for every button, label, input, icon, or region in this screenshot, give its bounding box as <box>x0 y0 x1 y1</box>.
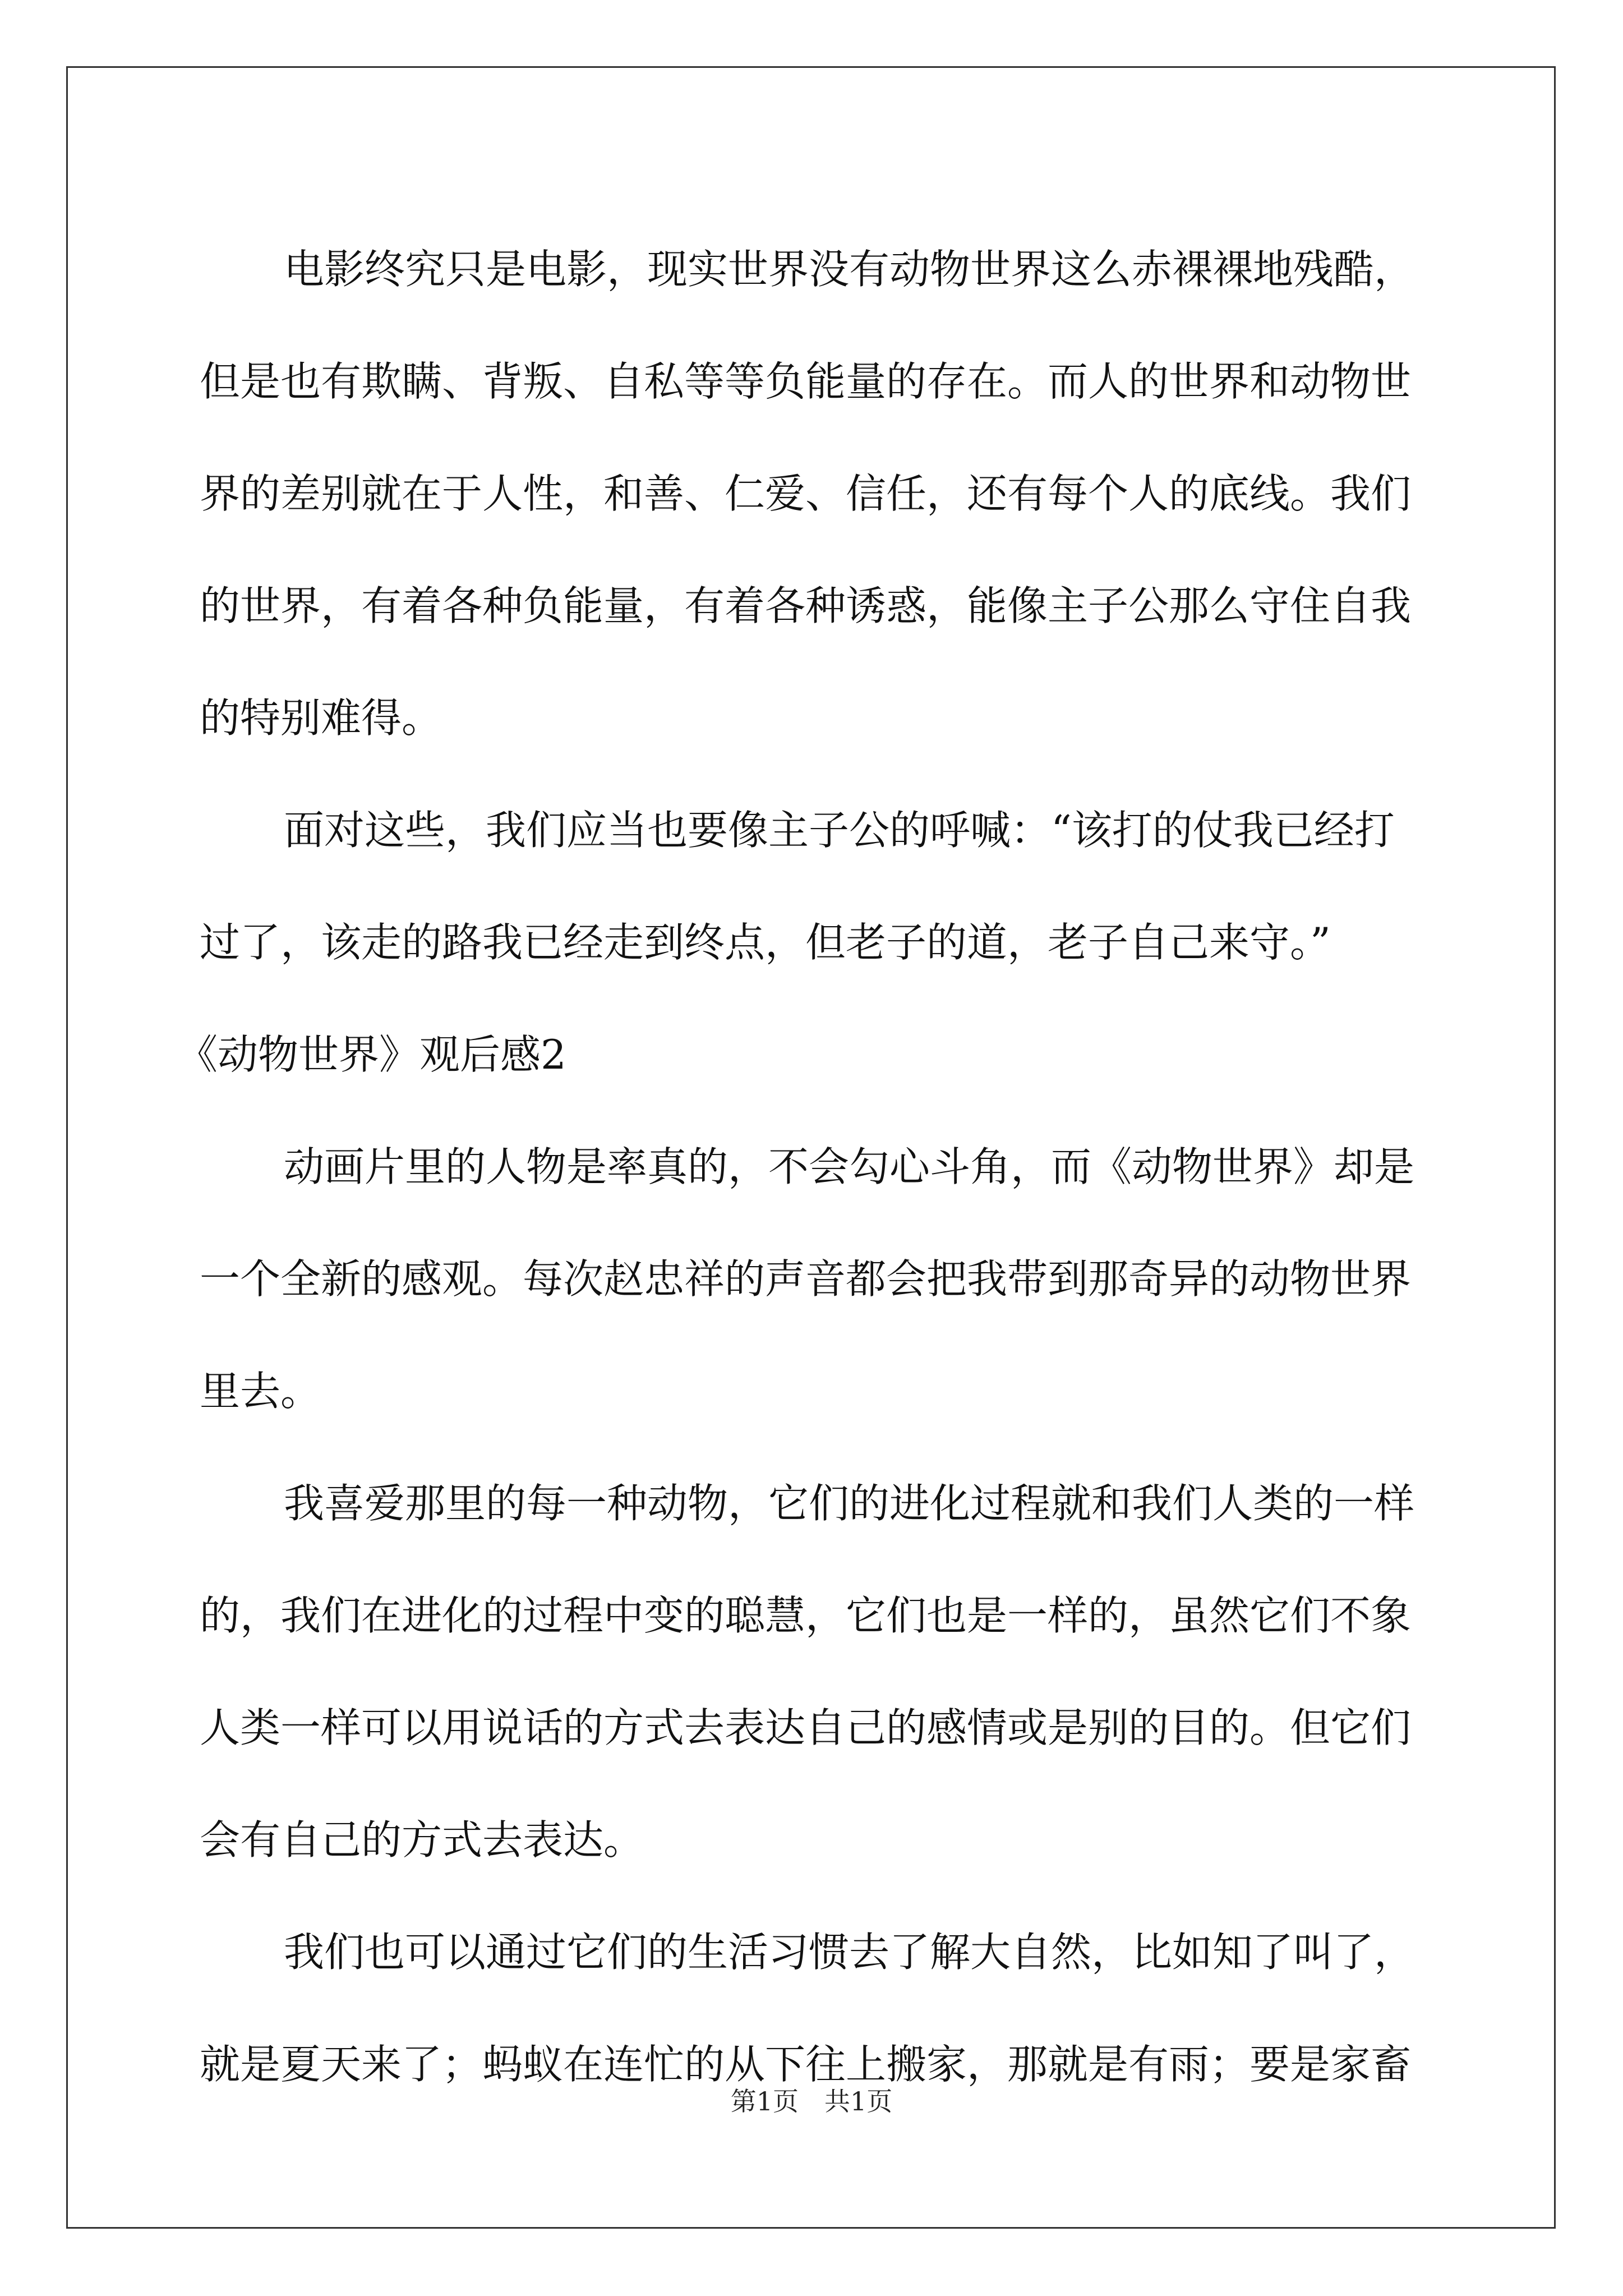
paragraph-line: 的特别难得。 <box>200 694 442 742</box>
paragraph-line: 但是也有欺瞒、背叛、自私等等负能量的存在。而人的世界和动物世 <box>200 358 1412 405</box>
paragraph-line: 面对这些，我们应当也要像主子公的呼喊：“该打的仗我已经打 <box>284 807 1395 854</box>
paragraph-line: 我喜爱那里的每一种动物，它们的进化过程就和我们人类的一样 <box>284 1480 1415 1527</box>
paragraph-line: 动画片里的人物是率真的，不会勾心斗角，而《动物世界》却是 <box>284 1143 1415 1190</box>
paragraph-line: 过了，该走的路我已经走到终点，但老子的道，老子自己来守。” <box>200 919 1331 966</box>
paragraph-line: 的，我们在进化的过程中变的聪慧，它们也是一样的，虽然它们不象 <box>200 1592 1412 1639</box>
document-body <box>177 213 1433 2120</box>
page-footer: 第1页 共1页 <box>730 2086 893 2116</box>
paragraph-line: 就是夏天来了；蚂蚁在连忙的从下往上搬家，那就是有雨；要是家畜 <box>200 2041 1412 2088</box>
paragraph-line: 会有自己的方式去表达。 <box>200 1816 644 1864</box>
paragraph-line: 人类一样可以用说话的方式去表达自己的感情或是别的目的。但它们 <box>200 1704 1412 1751</box>
paragraph-line: 一个全新的感观。每次赵忠祥的声音都会把我带到那奇异的动物世界 <box>200 1255 1412 1303</box>
paragraph-line: 界的差别就在于人性，和善、仁爱、信任，还有每个人的底线。我们 <box>200 470 1412 517</box>
paragraph-line: 里去。 <box>200 1368 321 1415</box>
paragraph-line: 我们也可以通过它们的生活习惯去了解大自然，比如知了叫了， <box>284 1929 1415 1976</box>
paragraph-line: 电影终究只是电影，现实世界没有动物世界这么赤裸裸地残酷， <box>284 246 1415 293</box>
paragraph-line: 的世界，有着各种负能量，有着各种诱惑，能像主子公那么守住自我 <box>200 582 1412 629</box>
section-heading: 《动物世界》观后感2 <box>177 1031 566 1078</box>
